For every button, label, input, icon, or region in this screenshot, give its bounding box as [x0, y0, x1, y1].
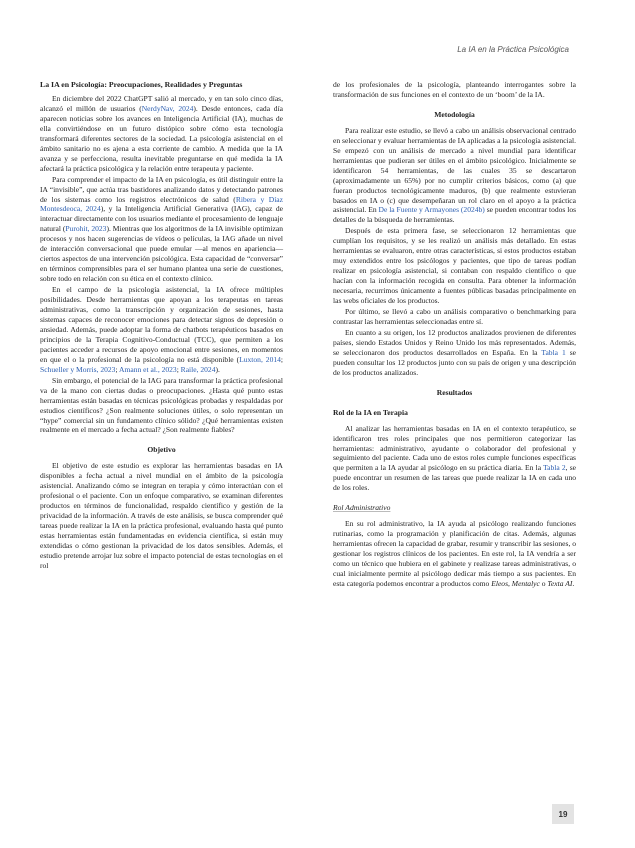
objetivo-heading: Objetivo [147, 445, 176, 455]
rol-administrativo-paragraph: En su rol administrativo, la IA ayuda al psicólogo realizando funciones rutinarias, como la programación y planificación de citas. Además, algunas herramientas ofrecen la capacidad de grabar, resumir y transcribir las sesiones, o gestionar los registros clínicos de los pacientes. En este rol, la IA vendría a ser como un técnico que hubiera en el gabinete y realizase tareas administrativas, o cual inicialmente permite al psicólogo dedicar más tiempo a sus pacientes. En esta categoría podemos encontrar a productos como Eleos, Mentalyc o Texta AI. [333, 519, 576, 588]
table-link[interactable]: Tabla 2 [543, 463, 566, 473]
citation-link[interactable]: De la Fuente y Armayones (2024b) [378, 205, 485, 215]
metodologia-paragraph-2: Después de esta primera fase, se seleccionaron 12 herramientas que cumplían los requisitos, y se les realizó un análisis más detallado. En estas herramientas se evaluaron, entre otras características, si estos productos estaban muy extendidos entre los psicólogos y pacientes, que tipo de tareas podían realizar en psicología asistencial, si contaban con respaldo científico o que hacían con la información recogida en consulta. Para obtener la información necesaria, recurrimos únicamente a fuentes públicas basadas principalmente en las webs oficiales de los productos. [333, 226, 576, 306]
rol-administrativo-heading: Rol Administrativo [333, 503, 391, 513]
roles-paragraph: Al analizar las herramientas basadas en IA en el contexto terapéutico, se identificaron tres roles principales que nos permitieron categorizar las herramientas: administrativo, ayudante o colaborador del profesional y seguimiento del paciente. Cada uno de estos roles cumple funciones específicas que permiten a la IA ayudar al psicólogo en su práctica diaria. En la Tabla 2, se puede encontrar un resumen de las tareas que puede realizar la IA en cada uno de los roles. [333, 423, 577, 493]
rol-ia-heading: Rol de la IA en Terapia [333, 407, 408, 417]
questions-paragraph: Sin embargo, el potencial de la IAG para transformar la práctica profesional va de la mano con ciertas dudas o preocupaciones. ¿Hasta qué punto estas herramientas están basadas en técnicas psicológicas probadas y respaldadas por estudios científicos? ¿Son realmente soluciones útiles, o solo representan un “hype” comercial sin un fundamento clínico sólido? ¿Qué herramientas existen realmente en el mercado a fecha actual? ¿Son realmente fiables? [40, 375, 283, 435]
citation-link[interactable]: Amann et al., 2023 [119, 364, 177, 374]
citation-link[interactable]: Raile, 2024 [180, 364, 216, 374]
ia-distinction-paragraph: Para comprender el impacto de la IA en psicología, es útil distinguir entre la IA “invisible”, que actúa tras bastidores analizando datos y detectando patrones de los sistemas como los registros electrónicos de salud (Ribera y Díaz Montesdeoca, 2024), y la Inteligencia Artificial Generativa (IAG), capaz de interactuar directamente con los usuarios mediante el procesamiento de lenguaje natural (Purohit, 2023). Mientras que los algoritmos de la IA invisible optimizan procesos y nos hacen sugerencias de vídeos o películas, la IAG añade un nivel de interacción conversacional que puede emular —al menos en apariencia— ciertos aspectos de una intervención psicológica. Esta capacidad de “conversar” en términos comprensibles para el ser humano plantea una serie de cuestiones, sobre todo en relación con su ética en el contexto clínico. [40, 174, 284, 284]
citation-link[interactable]: Purohit, 2023 [65, 224, 107, 234]
metodologia-paragraph-1: Para realizar este estudio, se llevó a cabo un análisis observacional centrado en seleccionar y evaluar herramientas de IA aplicadas a la psicología asistencial. Se empezó con un análisis de mercado a nivel mundial para identificar herramientas que pudieran ser útiles en el ámbito psicológico. Inicialmente se identificaron 54 herramientas, de las cuales 35 se descartaron (aproximadamente un 65%) por no cumplir criterios básicos, como (a) que fueran productos tecnológicamente maduros, (b) que realmente estuvieran basados en IA o (c) que desempeñaran un rol claro en el apoyo a la práctica asistencial. En De la Fuente y Armayones (2024b) se pueden encontrar todos los detalles de la búsqueda de herramientas. [333, 125, 577, 225]
citation-link[interactable]: Schueller y Morris, 2023 [40, 364, 116, 374]
citation-link[interactable]: NerdyNav, 2024 [141, 103, 194, 113]
resultados-heading: Resultados [436, 387, 473, 397]
page-number: 19 [552, 804, 574, 824]
section-title: La IA en Psicología: Preocupaciones, Realidades y Preguntas [40, 80, 243, 89]
citation-link[interactable]: Ribera y Díaz Montesdeoca, 2024 [40, 194, 283, 214]
running-header: La IA en la Práctica Psicológica [457, 45, 569, 54]
intro-paragraph: En diciembre del 2022 ChatGPT salió al mercado, y en tan solo cinco días, alcanzó el millón de usuarios (NerdyNav, 2024). Desde entonces, cada día aparecen noticias sobre los avances en Inteligencia Artificial (IA), muchas de ella convirtiéndose en un futuro distópico sobre cómo esta tecnología transformará diferentes sectores de la sociedad. La psicología asistencial en el ámbito sanitario no es ajena a esta corriente de cambio. A medida que la IA avanza y se perfecciona, resulta inevitable preguntarse en qué medida la IA afectará la práctica psicológica y la relación entre terapeuta y paciente. [40, 94, 284, 173]
metodologia-paragraph-4: En cuanto a su origen, los 12 productos analizados provienen de diferentes países, siendo Estados Unidos y Reino Unido los más representados. Además, se seleccionaron dos productos desarrollados en España. En la Tabla 1 se pueden consultar los 12 productos junto con su país de origen y una descripción de los productos analizados. [333, 327, 577, 377]
right-column [333, 80, 576, 590]
metodologia-paragraph-3: Por último, se llevó a cabo un análisis comparativo o benchmarking para contrastar las herramientas seleccionadas entre sí. [333, 307, 576, 326]
table-link[interactable]: Tabla 1 [541, 347, 566, 357]
left-column [40, 80, 283, 572]
metodologia-heading: Metodología [434, 109, 475, 119]
possibilities-paragraph: En el campo de la psicología asistencial, la IA ofrece múltiples posibilidades. Desde herramientas que apoyan a los terapeutas en tareas administrativas, como la transcripción y organización de sesiones, hasta sistemas capaces de reconocer emociones para detectar signos de depresión o ansiedad. Además, puede adoptar la forma de chatbots terapéuticos basados en principios de la Terapia Cognitivo-Conductual (TCC), que permiten a los pacientes acceder a recursos de apoyo emocional entre sesiones, en momentos en que el o la profesional de la psicología no está disponible (Luxton, 2014; Schueller y Morris, 2023; Amann et al., 2023; Raile, 2024). [40, 285, 284, 374]
citation-link[interactable]: Luxton, 2014 [239, 354, 281, 364]
objetivo-paragraph: El objetivo de este estudio es explorar las herramientas basadas en IA disponibles a fecha actual a nivel mundial en el ámbito de la psicología asistencial. Analizando cómo se integran en terapia y cómo interactúan con el profesional o el paciente. Con un enfoque comparativo, se examinan diferentes productos en términos de funcionalidad, respaldo científico y gestión de la privacidad de la información. A través de este análisis, se busca comprender qué tareas puede realizar la IA en la práctica profesional, evaluando hasta qué punto estas herramientas están fundamentadas en evidencia científica, si están muy extendidas o cómo gestionan la privacidad de los datos sensibles. Además, el estudio pretende arrojar luz sobre el impacto potencial de estas tecnologías en el rol [40, 461, 283, 570]
continued-paragraph: de los profesionales de la psicología, planteando interrogantes sobre la transformación de sus funciones en el contexto de un ‘boom’ de la IA. [333, 80, 576, 99]
